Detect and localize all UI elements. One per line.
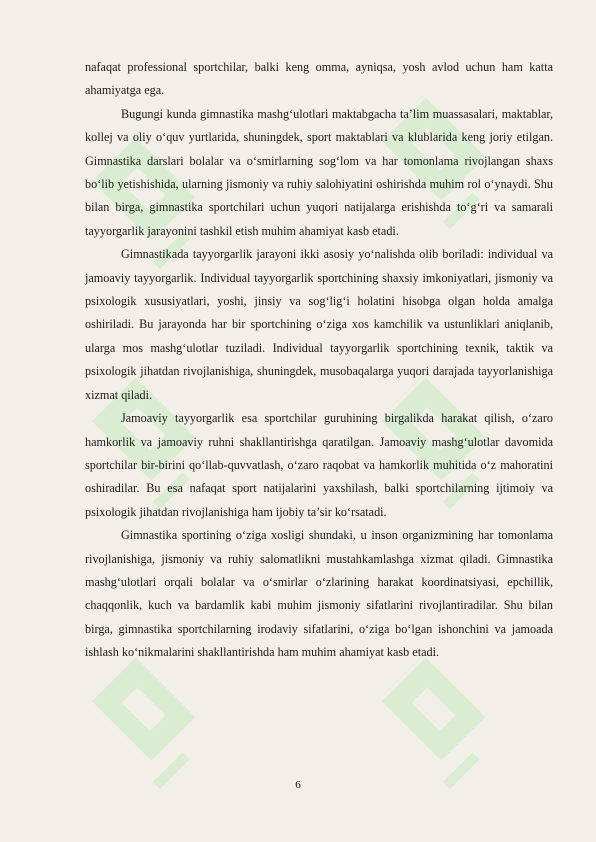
paragraph-4: Jamoaviy tayyorgarlik esa sportchilar guruhining birgalikda harakat qilish, o‘zaro hamkorlik va jamoaviy ruhni shakllantirishga qaratilgan. Jamoaviy mashg‘ulotlar davomida sportchilar bir-birini qo‘llab-quvvatlash, o‘zaro raqobat va hamkorlik muhitida o‘z mahoratini oshiradilar. Bu esa nafaqat sport natijalarini yaxshilash, balki sportchilarning ijtimoiy va psixologik jihatdan rivojlanishiga ham ijobiy ta’sir ko‘rsatadi.: [85, 411, 553, 519]
paragraph-1: nafaqat professional sportchilar, balki keng omma, ayniqsa, yosh avlod uchun ham katta ahamiyatga ega.: [85, 60, 553, 98]
document-body: [85, 56, 553, 665]
paragraph-2: Bugungi kunda gimnastika mashg‘ulotlari maktabgacha ta’lim muassasalari, maktablar, kollej va oliy o‘quv yurtlarida, shuningdek, sport maktablari va klublarida keng joriy etilgan. Gimnastika darslari bolalar va o‘smirlarning sog‘lom va har tomonlama rivojlangan shaxs bo‘lib yetishishida, ularning jismoniy va ruhiy salohiyatini oshirishda muhim rol o‘ynaydi. Shu bilan birga, gimnastika sportchilari uchun yuqori natijalarga erishishda to‘g‘ri va samarali tayyorgarlik jarayonini tashkil etish muhim ahamiyat kasb etadi.: [85, 106, 553, 238]
paragraph-3: Gimnastikada tayyorgarlik jarayoni ikki asosiy yo‘nalishda olib boriladi: individual va jamoaviy tayyorgarlik. Individual tayyorgarlik sportchining shaxsiy imkoniyatlari, jismoniy va psixologik xususiyatlari, yoshi, jinsiy va sog‘lig‘i holatini hisobga olgan holda amalga oshiriladi. Bu jarayonda har bir sportchining o‘ziga xos kamchilik va ustunliklari aniqlanib, ularga mos mashg‘ulotlar tuziladi. Individual tayyorgarlik sportchining texnik, taktik va psixologik jihatdan rivojlanishiga, shuningdek, musobaqalarga yuqori darajada tayyorlanishiga xizmat qiladi.: [85, 247, 553, 402]
paragraph-5: Gimnastika sportining o‘ziga xosligi shundaki, u inson organizmining har tomonlama rivojlanishiga, jismoniy va ruhiy salomatlikni mustahkamlashga xizmat qiladi. Gimnastika mashg‘ulotlari orqali bolalar va o‘smirlar o‘zlarining harakat koordinatsiyasi, epchillik, chaqqonlik, kuch va bardamlik kabi muhim jismoniy sifatlarini rivojlantiradilar. Shu bilan birga, gimnastika sportchilarning irodaviy sifatlarini, o‘ziga bo‘lgan ishonchini va jamoada ishlash ko‘nikmalarini shakllantirishda ham muhim ahamiyat kasb etadi.: [85, 528, 553, 660]
page-number: 6: [295, 779, 301, 791]
